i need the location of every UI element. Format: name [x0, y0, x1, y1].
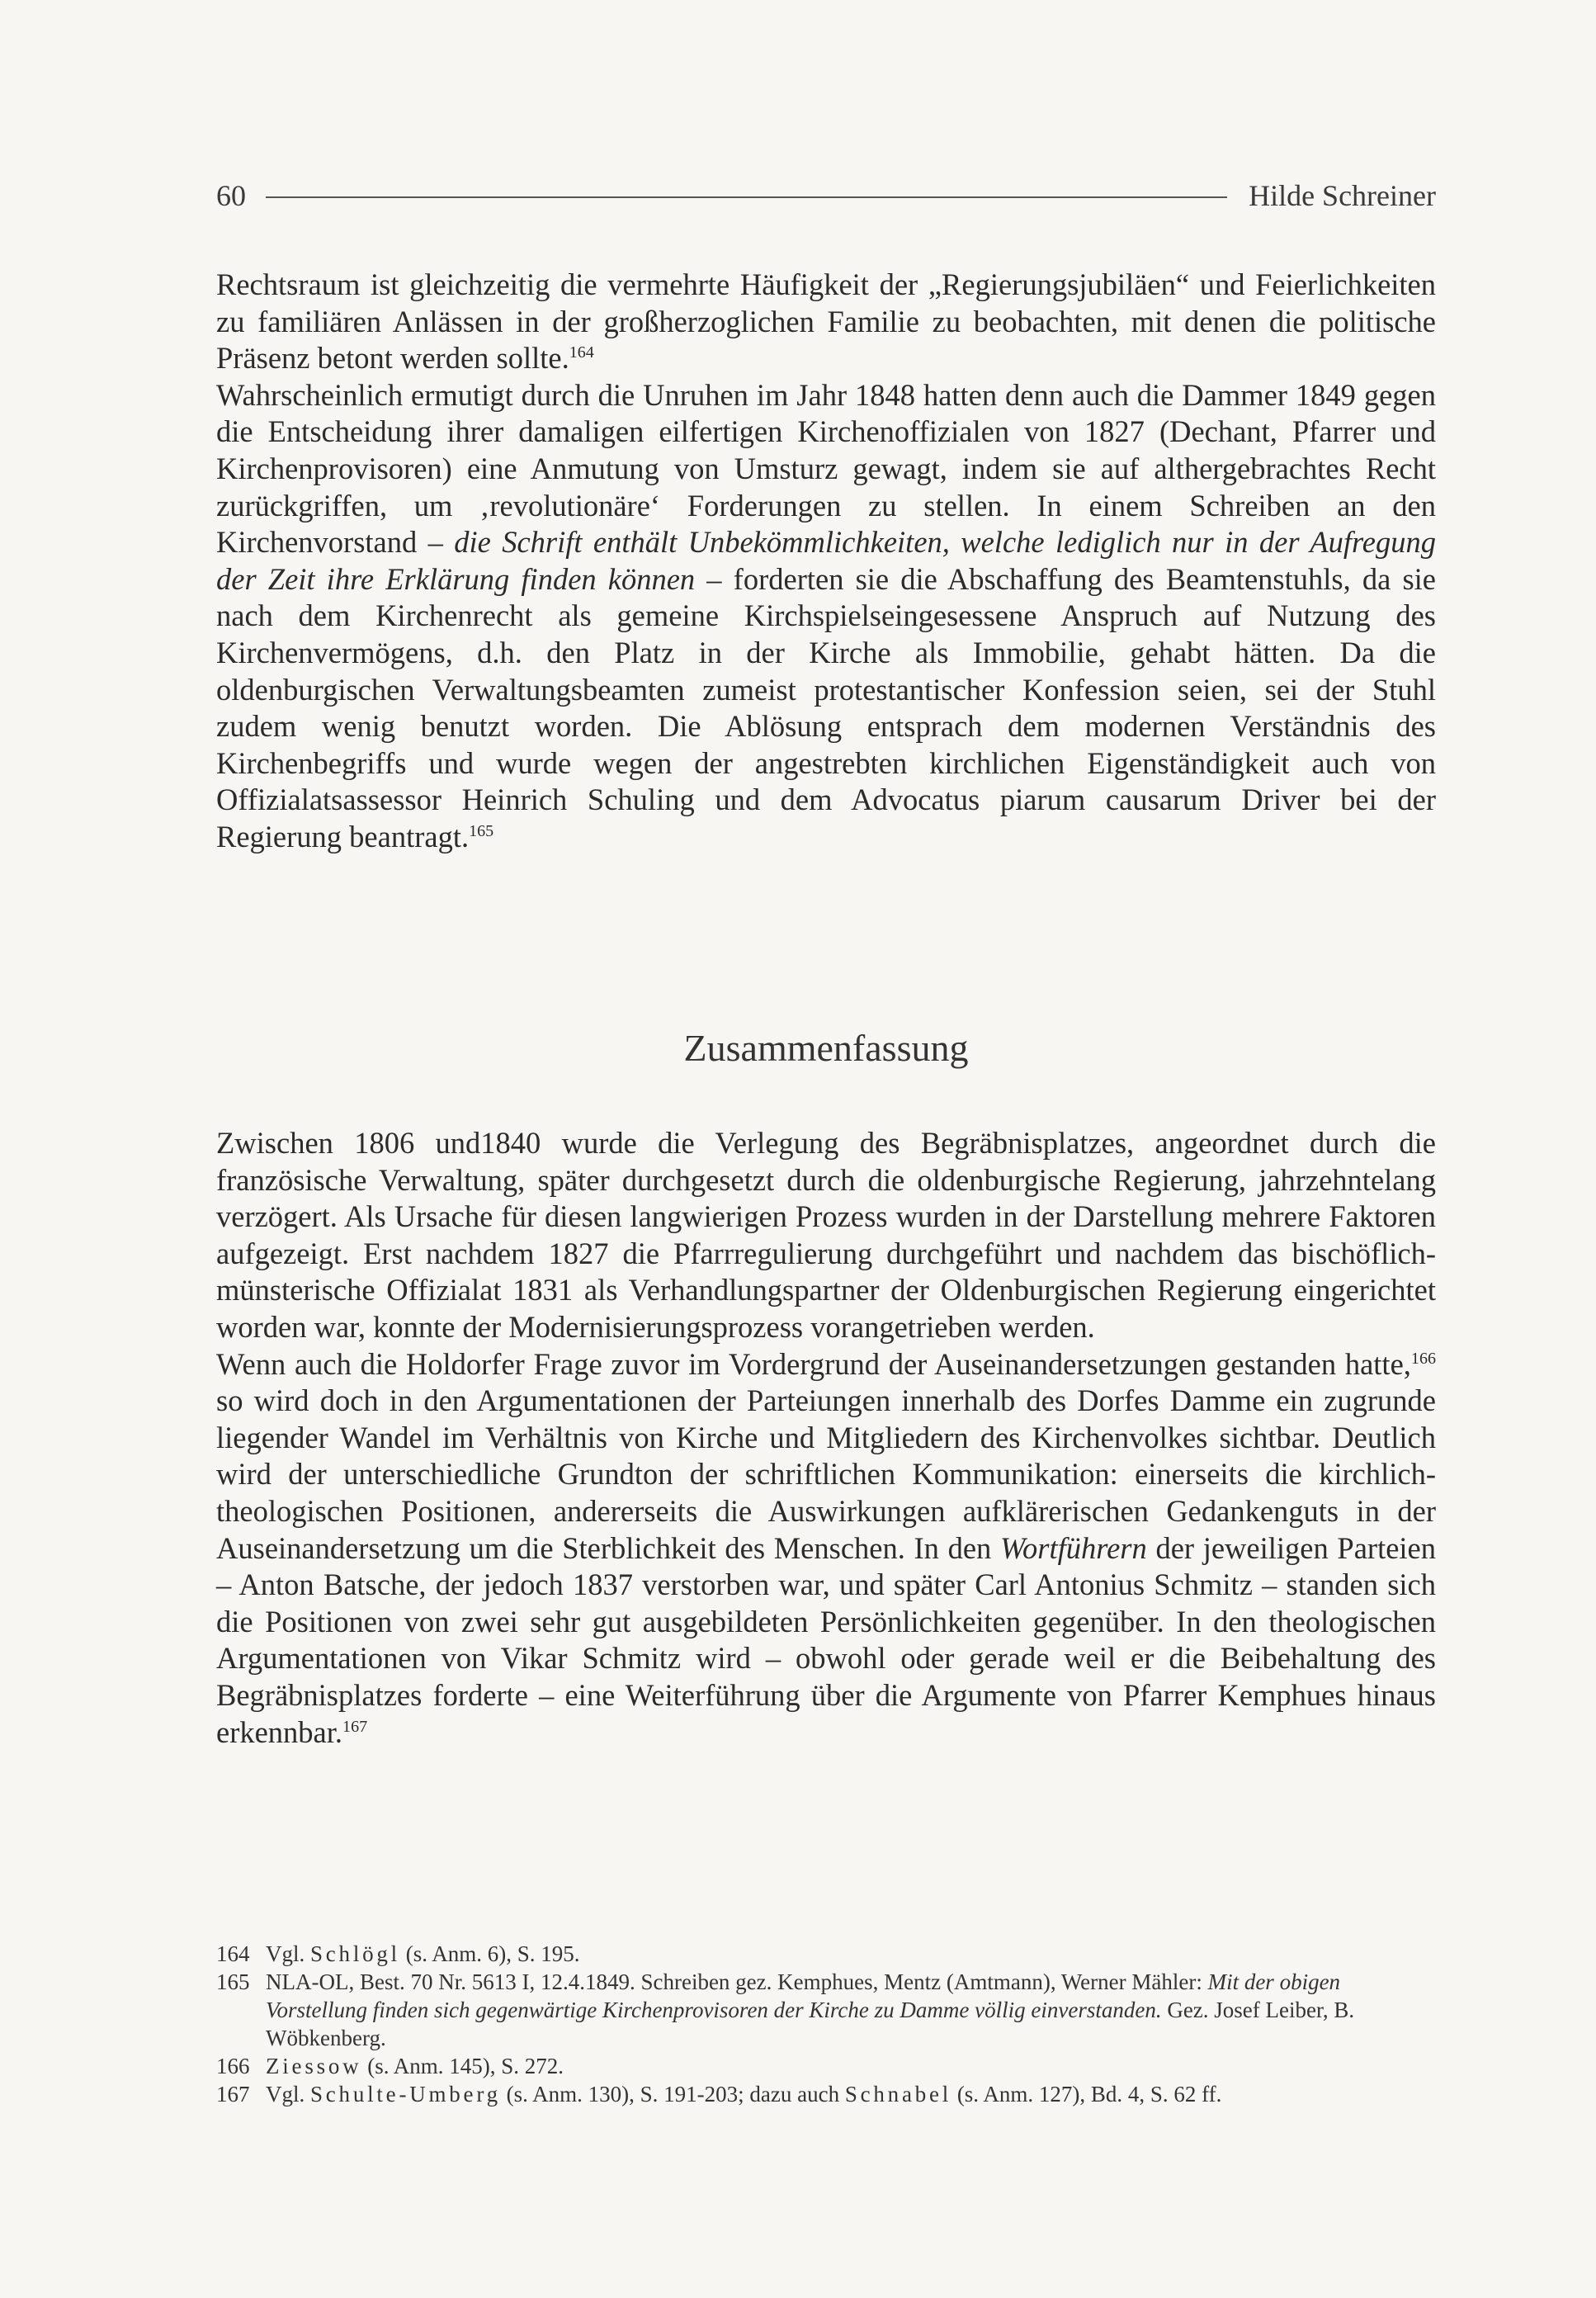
italic-term: Wortführern [999, 1530, 1147, 1565]
footnote-text: NLA-OL, Best. 70 Nr. 5613 I, 12.4.1849. Schreiben gez. Kemphues, Mentz (Amtmann), Werner Mähler: Mit der obigen Vorstellung finden sich gegenwärtige Kirchenprovisoren der Kirche zu Damme völlig einverstanden. Gez. Josef Leiber, B. Wöbkenberg. [266, 1969, 1355, 2050]
italic-quote: die Schrift enthält Unbekömmlichkeiten, welche lediglich nur in der Aufregung der Zeit ihre Erklärung finden können [216, 525, 1437, 596]
running-header [216, 175, 1436, 216]
header-rule [266, 196, 1227, 198]
footnotes [216, 1940, 1436, 2108]
running-head-author: Hilde Schreiner [1249, 179, 1436, 212]
footnote-ref[interactable]: 166 [1410, 1349, 1436, 1368]
footnote-text: Ziessow (s. Anm. 145), S. 272. [266, 2054, 564, 2078]
paragraph: Rechtsraum ist gleichzeitig die vermehrte Häufigkeit der „Regierungsjubiläen“ und Feierlichkeiten zu familiären Anlässen in der großherzoglichen Familie zu beobachten, mit denen die politische Präsenz betont werden sollte.$^{164}$ [216, 267, 1436, 376]
summary-text [216, 1125, 1436, 1751]
paragraph: Wenn auch die Holdorfer Frage zuvor im Vordergrund der Auseinandersetzungen gestanden hatte,$^{166}$ so wird doch in den Argumentationen der Parteiungen innerhalb des Dorfes Damme ein zugrunde liegender Wandel im Verhältnis von Kirche und Mitgliedern des Kirchenvolkes sichtbar. Deutlich wird der unterschiedliche Grundton der schriftlichen Kommunikation: einerseits die kirchlich-theologischen Positionen, andererseits die Auswirkungen aufklärerischen Gedankenguts in der Auseinandersetzung um die Sterblichkeit des Menschen. In den Wortführern der jeweiligen Parteien – Anton Batsche, der jedoch 1837 verstorben war, und später Carl Antonius Schmitz – standen sich die Positionen von zwei sehr gut ausgebildeten Persönlichkeiten gegenüber. In den theologischen Argumentationen von Vikar Schmitz wird – obwohl oder gerade weil er die Beibehaltung des Begräbnisplatzes forderte – eine Weiterführung über die Argumente von Pfarrer Kemphues hinaus erkennbar.$^{167}$ [216, 1346, 1436, 1749]
footnote-167 [216, 2080, 1436, 2108]
footnote-number: 167 [216, 2082, 250, 2106]
section-heading: Zusammenfassung [683, 1027, 969, 1069]
footnote-164 [216, 1940, 1436, 1968]
footnote-165 [216, 1968, 1436, 2052]
body-text-continued [216, 267, 1436, 856]
footnote-ref[interactable]: 167 [342, 1717, 368, 1736]
page-number: 60 [216, 179, 246, 212]
footnote-number: 165 [216, 1969, 250, 1994]
footnote-number: 166 [216, 2054, 250, 2078]
footnote-text: Vgl. Schulte-Umberg (s. Anm. 130), S. 191-203; dazu auch Schnabel (s. Anm. 127), Bd. 4, S. 62 ff. [266, 2082, 1222, 2106]
paragraph: Wahrscheinlich ermutigt durch die Unruhen im Jahr 1848 hatten denn auch die Dammer 1849 gegen die Entscheidung ihrer damaligen eilfertigen Kirchenoffizialen von 1827 (Dechant, Pfarrer und Kirchenprovisoren) eine Anmutung von Umsturz gewagt, indem sie auf althergebrachtes Recht zurückgriffen, um ‚revolutionäre‘ Forderungen zu stellen. In einem Schreiben an den Kirchenvorstand – die Schrift enthält Unbekömmlichkeiten, welche lediglich nur in der Aufregung der Zeit ihre Erklärung finden können – forderten sie die Abschaffung des Beamtenstuhls, da sie nach dem Kirchenrecht als gemeine Kirchspielseingesessene Anspruch auf Nutzung des Kirchenvermögens, d.h. den Platz in der Kirche als Immobilie, gehabt hätten. Da die oldenburgischen Verwaltungsbeamten zumeist protestantischer Konfession seien, sei der Stuhl zudem wenig benutzt worden. Die Ablösung entsprach dem modernen Verständnis des Kirchenbegriffs und wurde wegen der angestrebten kirchlichen Eigenständigkeit auch von Offizialatsassessor Heinrich Schuling und dem Advocatus piarum causarum Driver bei der Regierung beantragt.$^{165}$ [216, 377, 1437, 853]
paragraph: Zwischen 1806 und1840 wurde die Verlegung des Begräbnisplatzes, angeordnet durch die französische Verwaltung, später durchgesetzt durch die oldenburgische Regierung, jahrzehntelang verzögert. Als Ursache für diesen langwierigen Prozess wurden in der Darstellung mehrere Faktoren aufgezeigt. Erst nachdem 1827 die Pfarrregulierung durchgeführt und nachdem das bischöflich-münsterische Offizialat 1831 als Verhandlungspartner der Oldenburgischen Regierung eingerichtet worden war, konnte der Modernisierungsprozess vorangetrieben werden. [216, 1126, 1436, 1344]
footnote-ref[interactable]: 165 [469, 821, 494, 840]
footnote-166 [216, 2052, 1436, 2080]
footnote-ref[interactable]: 164 [569, 343, 594, 362]
footnote-number: 164 [216, 1941, 250, 1966]
footnote-text: Vgl. Schlögl (s. Anm. 6), S. 195. [266, 1941, 580, 1966]
